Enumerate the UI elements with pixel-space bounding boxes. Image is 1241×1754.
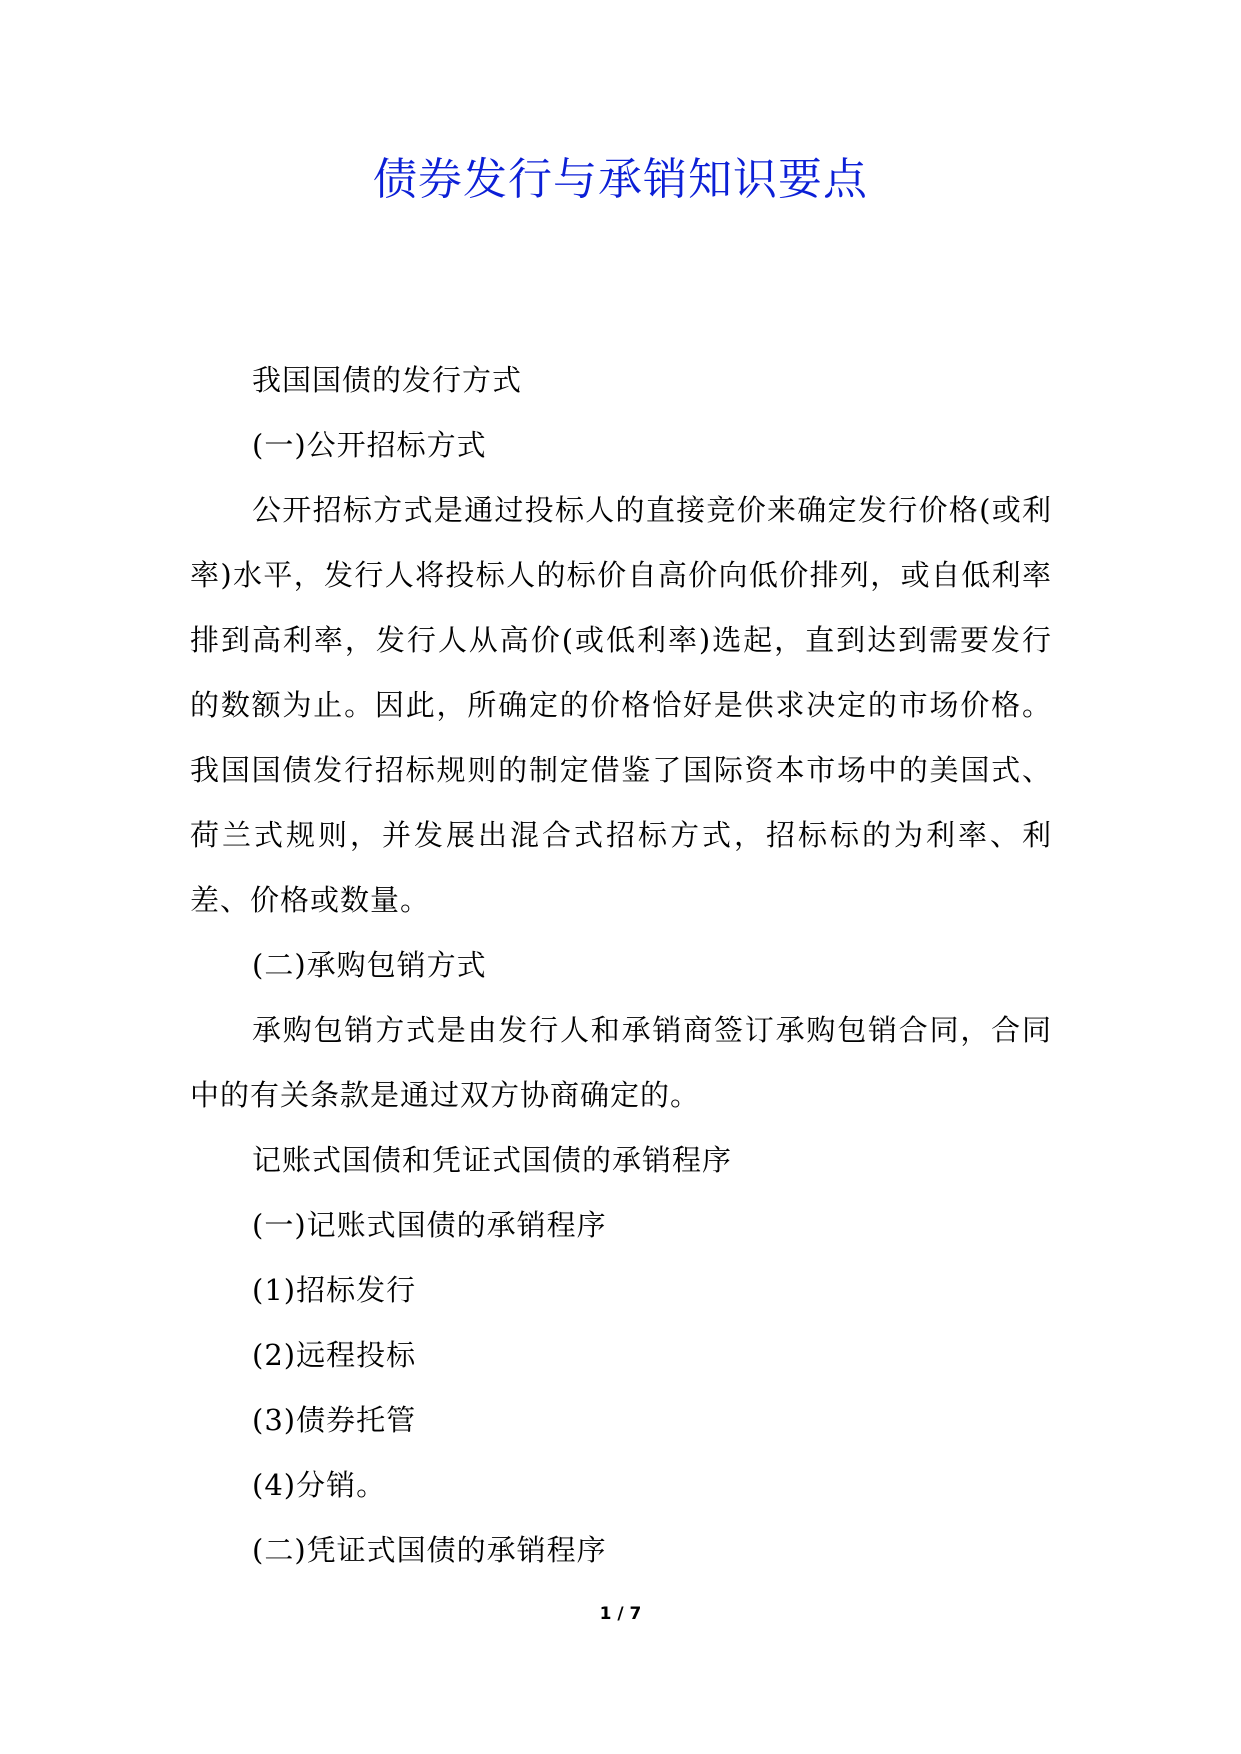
document-body [190,348,1052,1583]
subheading-public-tender: (一)公开招标方式 [252,428,487,462]
subheading-book-entry: (一)记账式国债的承销程序 [252,1208,607,1242]
paragraph-public-tender: 公开招标方式是通过投标人的直接竞价来确定发行价格(或利率)水平，发行人将投标人的标价自高价向低价排列，或自低利率排到高利率，发行人从高价(或低利率)选起，直到达到需要发行的数额为止。因此，所确定的价格恰好是供求决定的市场价格。我国国债发行招标规则的制定借鉴了国际资本市场中的美国式、荷兰式规则，并发展出混合式招标方式，招标标的为利率、利差、价格或数量。 [190,493,1052,917]
section-heading-procedures: 记账式国债和凭证式国债的承销程序 [252,1143,733,1177]
page-number: 1 / 7 [599,1604,642,1624]
section-heading-issuance: 我国国债的发行方式 [252,363,523,397]
list-item-4: (4)分销。 [252,1468,387,1502]
paragraph-underwriting: 承购包销方式是由发行人和承销商签订承购包销合同，合同中的有关条款是通过双方协商确定的。 [190,1013,1052,1112]
page-title: 债券发行与承销知识要点 [373,154,868,205]
list-item-1: (1)招标发行 [252,1273,417,1307]
subheading-underwriting: (二)承购包销方式 [252,948,487,982]
subheading-certificate: (二)凭证式国债的承销程序 [252,1533,607,1567]
list-item-2: (2)远程投标 [252,1338,417,1372]
list-item-3: (3)债券托管 [252,1403,417,1437]
